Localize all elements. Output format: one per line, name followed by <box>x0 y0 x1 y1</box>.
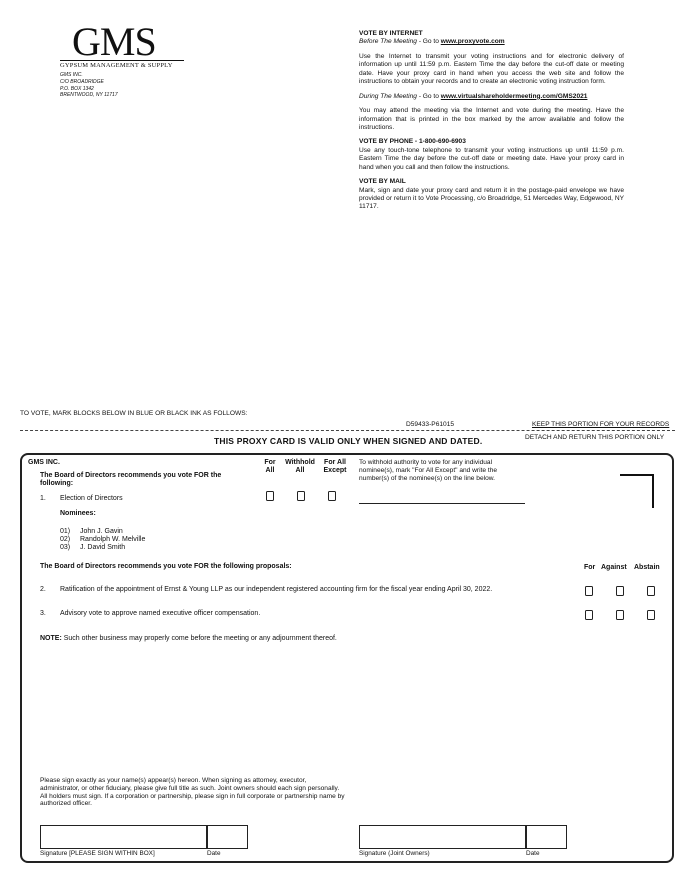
return-address <box>60 72 118 99</box>
phone-heading: VOTE BY PHONE - 1-800-690-6903 <box>359 138 466 146</box>
withhold-all-checkbox[interactable] <box>297 491 305 501</box>
proposal-3-for-checkbox[interactable] <box>585 610 593 620</box>
before-meeting-goto: Go to <box>422 38 441 46</box>
address-line: BRENTWOOD, NY 11717 <box>60 92 118 99</box>
item-1-number: 1. <box>40 495 46 502</box>
nominee-number: 03) <box>60 544 71 552</box>
board-recommendation-2: The Board of Directors recommends you vote FOR the following proposals: <box>40 563 292 570</box>
address-line: C/O BROADRIDGE <box>60 78 104 85</box>
mail-text: Mark, sign and date your proxy card and return it in the postage-paid envelope we have provided or return it to Vote Processing, c/o Broadridge, 51 Mercedes Way, Edgewood, NY 11717. <box>359 186 624 211</box>
col-against: Against <box>601 564 627 571</box>
col-for-all-line: All <box>265 466 275 474</box>
col-for-all-except <box>320 459 350 474</box>
col-for-all-line: For <box>264 459 276 466</box>
col-for-all-except-line: For All <box>324 459 346 466</box>
joint-date-box[interactable] <box>525 825 567 849</box>
for-all-checkbox[interactable] <box>266 491 274 501</box>
date-label: Date <box>207 850 221 857</box>
proposal-3-number: 3. <box>40 610 46 617</box>
internet-text: Use the Internet to transmit your voting instructions and for electronic delivery of information up until 11:59 p.m. Eastern Time the day before the cut-off date or meeting date. Have your proxy card in hand when you access the web site and follow the instructions to obtain your records and to create an electronic voting instruction form. <box>359 52 624 86</box>
signature-box[interactable] <box>40 825 208 849</box>
proposal-2-abstain-checkbox[interactable] <box>647 586 655 596</box>
col-for: For <box>584 564 596 571</box>
note <box>40 635 337 643</box>
nominee-name: J. David Smith <box>80 544 126 552</box>
during-meeting-line <box>359 93 624 101</box>
joint-signature-label: Signature (Joint Owners) <box>359 850 430 857</box>
proposal-3-text: Advisory vote to approve named executive officer compensation. <box>60 610 261 617</box>
nominee-number: 01) <box>60 528 71 535</box>
col-withhold-all-line: Withhold <box>285 459 315 466</box>
nominees-heading: Nominees: <box>60 510 96 517</box>
voting-instructions <box>359 30 624 218</box>
item-1-label: Election of Directors <box>60 495 123 502</box>
proposal-2-for-checkbox[interactable] <box>585 586 593 596</box>
phone-text: Use any touch-tone telephone to transmit your voting instructions up until 11:59 p.m. Eastern Time the day before the cut-off date or meeting date. Have your proxy card in hand when you call and then follow the instructions. <box>359 146 624 171</box>
company-logo-tagline: GYPSUM MANAGEMENT & SUPPLY <box>60 60 184 70</box>
control-code: D59433-P61015 <box>406 421 455 428</box>
note-label: NOTE: <box>40 635 62 642</box>
col-for-all-except-line: Except <box>323 466 347 474</box>
col-for-all <box>263 459 277 474</box>
mark-instructions: TO VOTE, MARK BLOCKS BELOW IN BLUE OR BLACK INK AS FOLLOWS: <box>20 410 248 417</box>
arrow-marker <box>620 474 654 508</box>
address-line: GMS INC. <box>60 72 83 78</box>
before-meeting-prefix: Before The Meeting - <box>359 38 423 46</box>
nominee-number: 02) <box>60 536 71 544</box>
company-logo-wordmark: GMS <box>72 19 156 64</box>
nominee-number-line[interactable] <box>359 503 525 504</box>
col-abstain: Abstain <box>634 564 660 571</box>
proposal-3-against-checkbox[interactable] <box>616 610 624 620</box>
during-text: You may attend the meeting via the Internet and vote during the meeting. Have the information that is printed in the box marked by the arrow available and follow the instructions. <box>359 107 624 131</box>
proposal-2-number: 2. <box>40 586 46 593</box>
during-meeting-prefix: During The Meeting - <box>359 92 423 100</box>
proposal-3-abstain-checkbox[interactable] <box>647 610 655 620</box>
virtual-meeting-link[interactable]: www.virtualshareholdermeeting.com/GMS2021 <box>440 92 588 100</box>
nominee-item <box>60 528 145 536</box>
signature-label: Signature [PLEASE SIGN WITHIN BOX] <box>40 850 155 857</box>
withhold-instructions: To withhold authority to vote for any individual nominee(s), mark "For All Except" and write the number(s) of the nominee(s) on the line below. <box>359 459 498 482</box>
card-company: GMS INC. <box>28 459 60 466</box>
detach-return-label: DETACH AND RETURN THIS PORTION ONLY <box>525 434 665 441</box>
nominee-name: John J. Gavin <box>80 528 123 535</box>
valid-notice: THIS PROXY CARD IS VALID ONLY WHEN SIGNED AND DATED. <box>214 436 483 446</box>
for-all-except-checkbox[interactable] <box>328 491 336 501</box>
keep-portion-label: KEEP THIS PORTION FOR YOUR RECORDS <box>532 421 670 428</box>
internet-heading: VOTE BY INTERNET <box>359 30 423 37</box>
joint-date-label: Date <box>526 850 540 857</box>
mail-heading: VOTE BY MAIL <box>359 178 406 186</box>
address-line: P.O. BOX 1342 <box>60 85 94 92</box>
proposal-2-against-checkbox[interactable] <box>616 586 624 596</box>
col-withhold-all <box>283 459 317 474</box>
date-box[interactable] <box>206 825 248 849</box>
proxy-card <box>20 453 674 863</box>
sign-instructions: Please sign exactly as your name(s) appear(s) hereon. When signing as attorney, executor, administrator, or other fiduciary, please give full title as such. Joint owners should each sign personally. All holders must sign. If a corporation or partnership, please sign in full corporate or partnership name by authorized officer. <box>40 777 345 808</box>
col-withhold-all-line: All <box>295 466 305 474</box>
proxyvote-link[interactable]: www.proxyvote.com <box>440 38 505 46</box>
proposal-2-text: Ratification of the appointment of Ernst & Young LLP as our independent registered accounting firm for the fiscal year ending April 30, 2022. <box>60 586 493 593</box>
nominee-item <box>60 544 145 552</box>
during-meeting-goto: Go to <box>422 92 441 100</box>
note-text: Such other business may properly come before the meeting or any adjournment thereof. <box>61 635 337 642</box>
joint-signature-box[interactable] <box>359 825 527 849</box>
board-recommendation-1: The Board of Directors recommends you vote FOR the following: <box>40 472 222 488</box>
nominee-item <box>60 536 145 544</box>
detach-line <box>20 430 675 431</box>
nominee-name: Randolph W. Melville <box>80 536 146 544</box>
nominee-list <box>60 528 145 552</box>
before-meeting-line <box>359 38 624 46</box>
